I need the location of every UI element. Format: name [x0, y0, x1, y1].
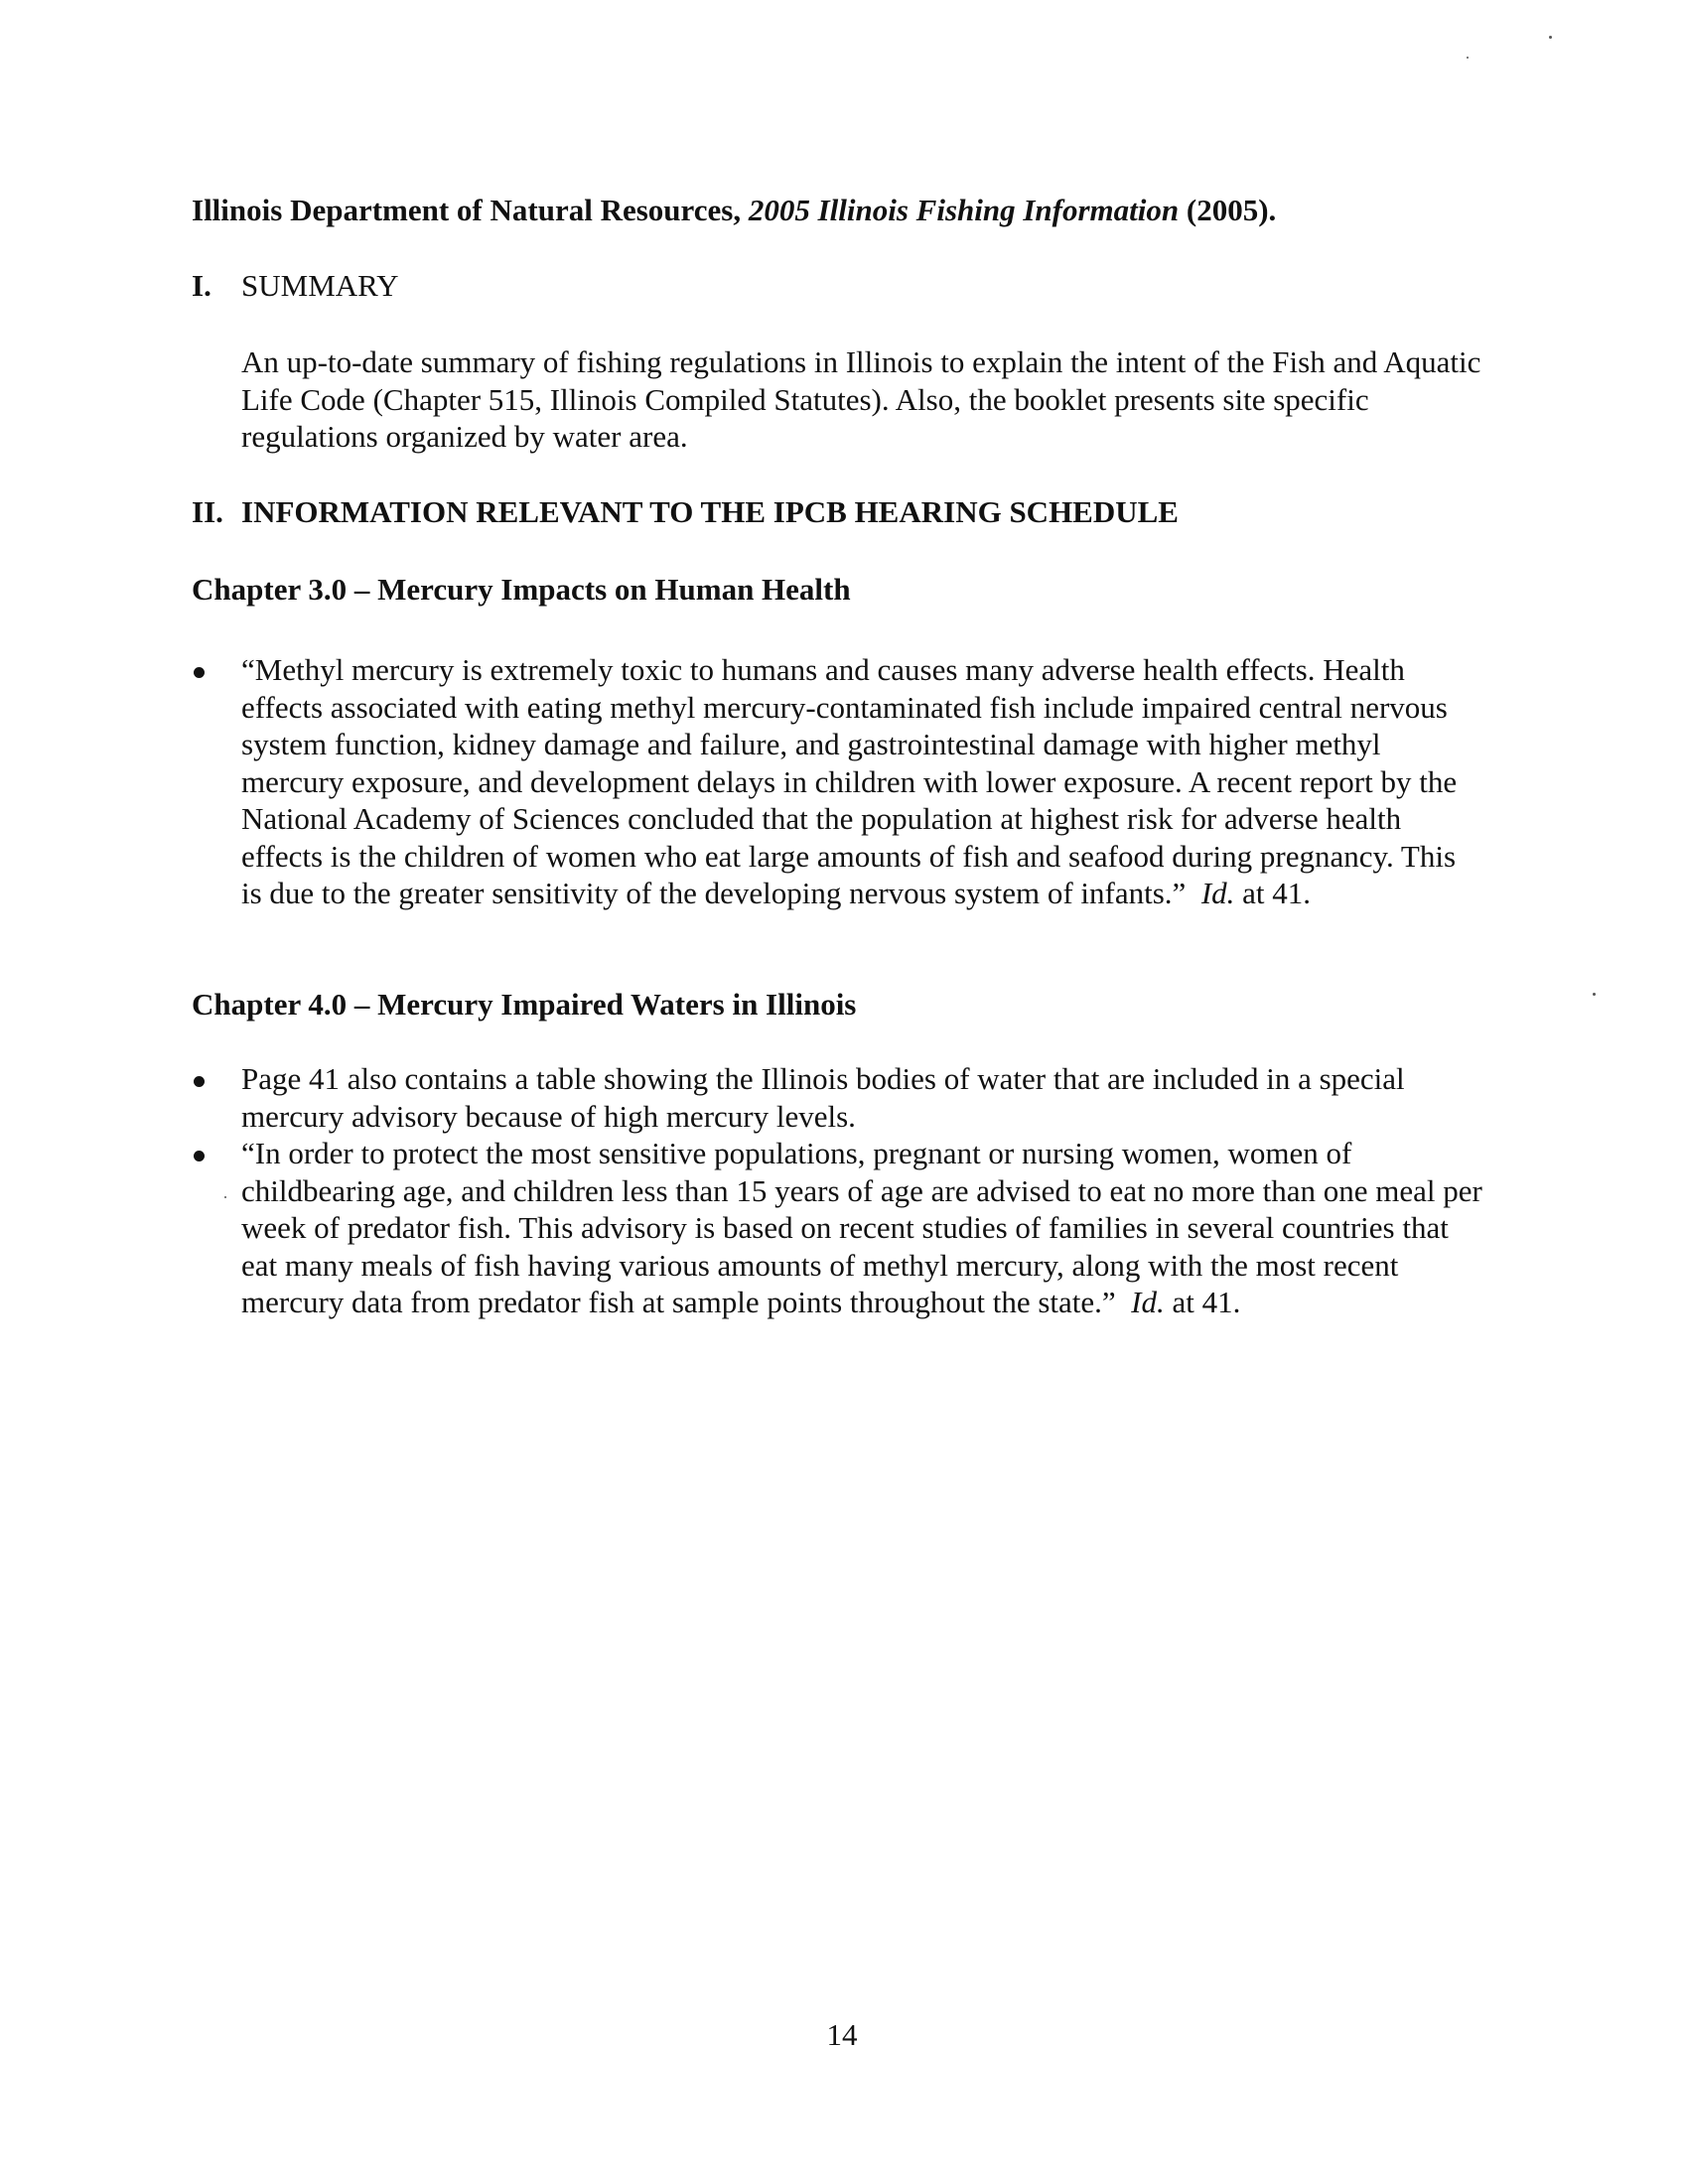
summary-paragraph: An up-to-date summary of fishing regulations in Illinois to explain the intent of the Fish and Aquatic Life Code (Chapter 515, Illinois Compiled Statutes). Also, the booklet presents site specific regulations organized by water area.	[241, 344, 1481, 454]
section-heading-summary	[192, 266, 399, 306]
scan-speck	[224, 1196, 226, 1198]
list-item	[192, 651, 1482, 912]
bullet-text: “Methyl mercury is extremely toxic to humans and causes many adverse health effects. Health effects associated with eating methyl mercury-contaminated fish include impaired central nervous system function, kidney damage and failure, and gastrointestinal damage with higher methyl mercury exposure, and development delays in children with lower exposure. A recent report by the National Academy of Sciences concluded that the population at highest risk for adverse health effects is the children of women who eat large amounts of fish and seafood during pregnancy. This is due to the greater sensitivity of the developing nervous system of infants.”	[241, 652, 1458, 910]
section-number: II.	[192, 494, 223, 529]
citation-year: (2005).	[1179, 193, 1277, 227]
bullet-icon	[194, 1151, 205, 1161]
chapter-heading: Chapter 3.0 – Mercury Impacts on Human Health	[192, 572, 851, 607]
bullet-icon	[194, 667, 205, 678]
page-number: 14	[826, 2017, 858, 2052]
citation-id: Id.	[1131, 1285, 1165, 1319]
citation-id: Id.	[1200, 876, 1235, 910]
scan-speck	[1467, 57, 1469, 59]
scan-speck	[1593, 993, 1596, 996]
citation-page: at 41.	[1164, 1285, 1241, 1319]
citation-author: Illinois Department of Natural Resources,	[192, 193, 749, 227]
section-number: I.	[192, 268, 211, 303]
list-item	[192, 1135, 1482, 1321]
bullet-text: Page 41 also contains a table showing the Illinois bodies of water that are included in a special mercury advisory because of high mercury levels.	[241, 1061, 1405, 1134]
citation-title: 2005 Illinois Fishing Information	[748, 193, 1180, 227]
list-item	[192, 1060, 1482, 1135]
chapter-heading: Chapter 4.0 – Mercury Impaired Waters in Illinois	[192, 987, 857, 1022]
citation-page: at 41.	[1234, 876, 1312, 910]
section-label: SUMMARY	[241, 268, 399, 303]
bullet-icon	[194, 1076, 205, 1087]
scan-speck	[1549, 36, 1552, 39]
section-label: INFORMATION RELEVANT TO THE IPCB HEARING SCHEDULE	[241, 494, 1179, 529]
section-heading-information	[192, 492, 1179, 532]
bullet-list	[192, 651, 1482, 912]
bullet-text: “In order to protect the most sensitive populations, pregnant or nursing women, women of childbearing age, and children less than 15 years of age are advised to eat no more than one meal per week of predator fish. This advisory is based on recent studies of families in several countries that eat many meals of fish having various amounts of methyl mercury, along with the most recent mercury data from predator fish at sample points throughout the state.”	[241, 1136, 1482, 1319]
source-citation	[192, 191, 1482, 230]
bullet-list	[192, 1060, 1482, 1321]
